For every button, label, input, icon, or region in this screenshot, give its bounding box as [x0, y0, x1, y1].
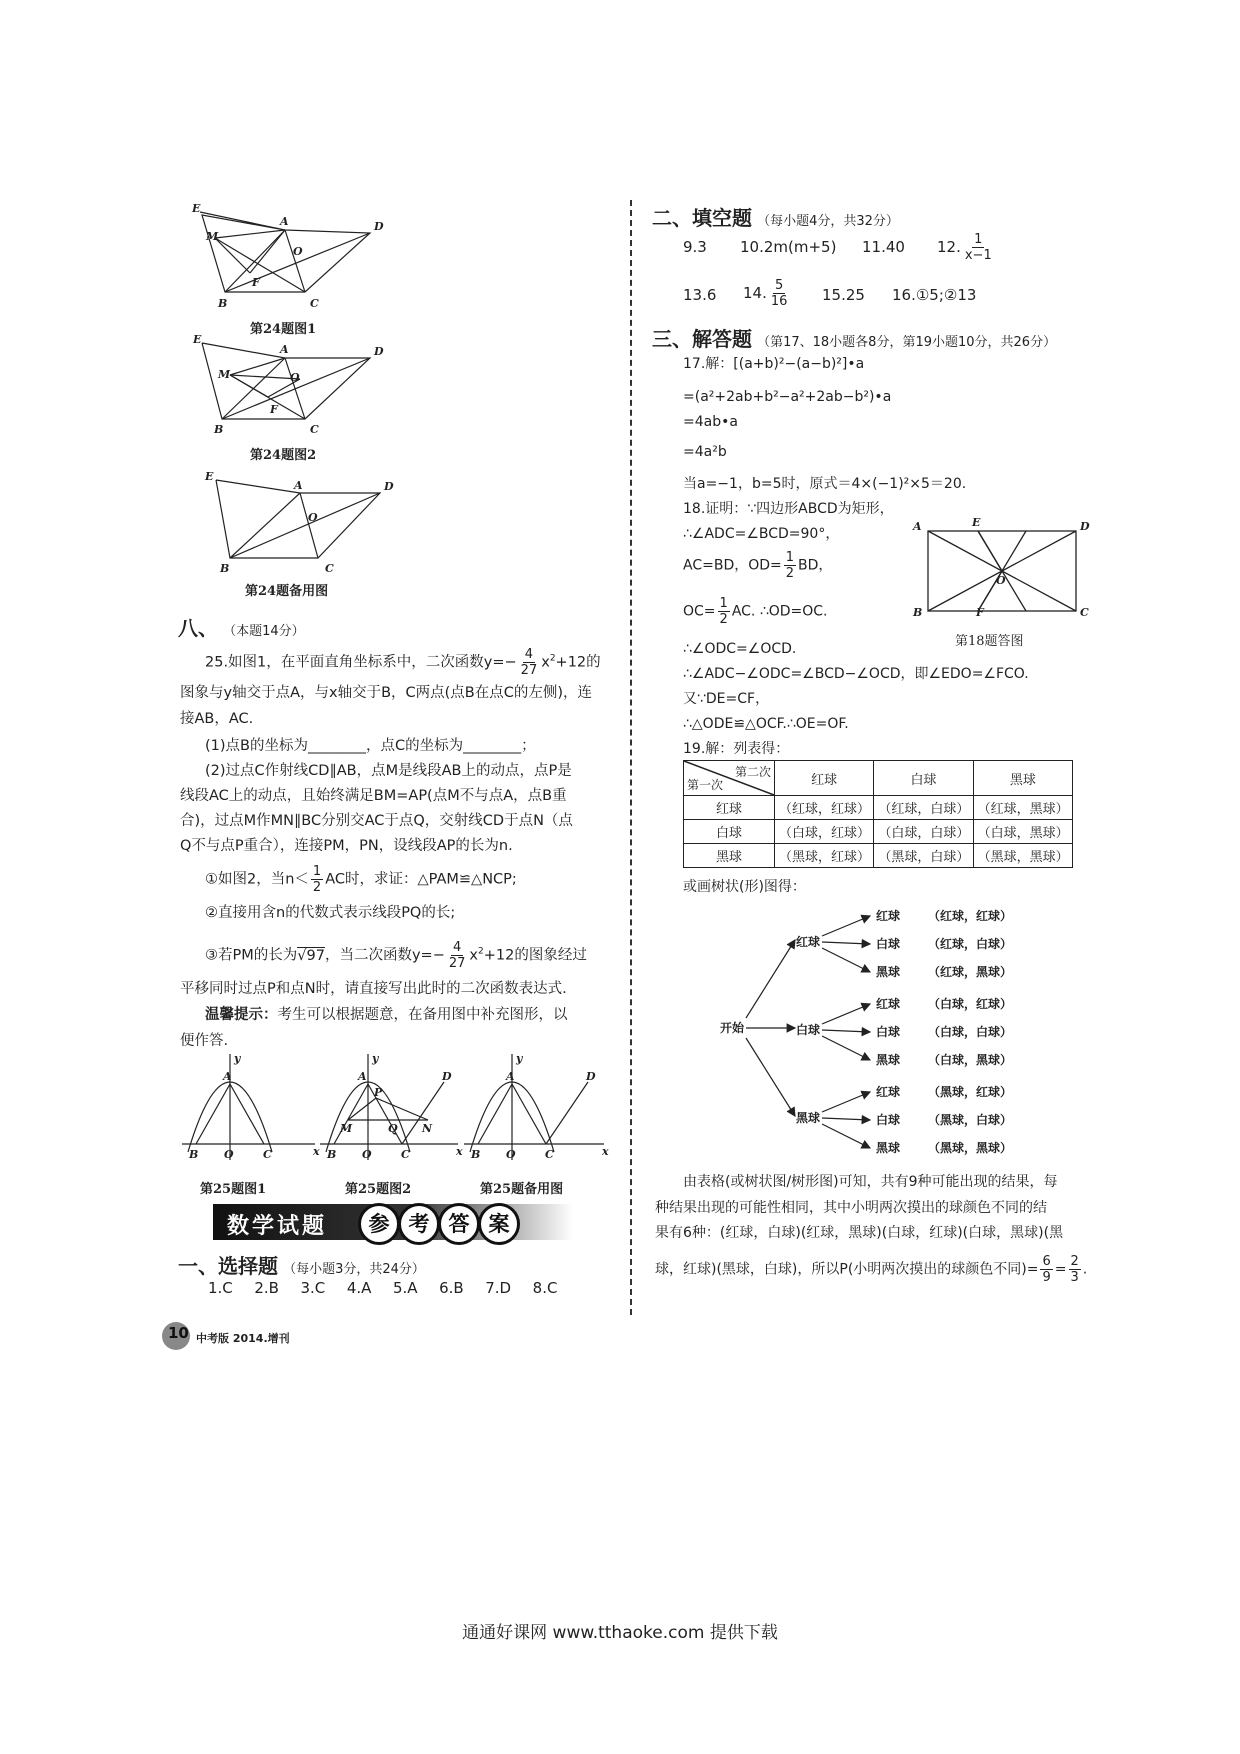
svg-text:B: B [218, 297, 228, 310]
svg-text:O: O [224, 1148, 234, 1161]
svg-text:B: B [913, 606, 923, 619]
table-col-header: 白球 [874, 761, 973, 796]
fig24-2-caption: 第24题图2 [250, 448, 317, 463]
svg-text:M: M [218, 368, 231, 381]
sol18-line2: ∴∠ADC=∠BCD=90°， [683, 526, 840, 542]
sol18-line8: ∴△ODE≌△OCF.∴OE=OF. [683, 716, 849, 732]
svg-text:x: x [456, 1145, 463, 1158]
tree-result: （黑球，黑球） [928, 1141, 1013, 1155]
fill-12: 12. $\frac{1}{x-1}$ [937, 232, 992, 263]
svg-text:C: C [310, 423, 319, 436]
q25-part2-line2: 线段AC上的动点，且始终满足BM=AP(点M不与点A，点B重 [180, 788, 567, 804]
choice-answers: 1.C 2.B 3.C 4.A 5.A 6.B 7.D 8.C [208, 1279, 558, 1297]
svg-text:P: P [374, 1086, 383, 1099]
banner-char-1: 参 [358, 1203, 400, 1245]
sol17-line5: 当a=−1，b=5时，原式＝4×(−1)²×5＝20. [683, 476, 967, 492]
svg-text:C: C [325, 562, 334, 575]
probability-tree [710, 898, 1030, 1158]
svg-text:C: C [545, 1148, 554, 1161]
sol17-line4: =4a²b [683, 444, 727, 460]
svg-text:M: M [340, 1122, 353, 1135]
tree-start: 开始 [720, 1021, 745, 1035]
table-col-header: 黑球 [973, 761, 1072, 796]
svg-text:E: E [205, 470, 214, 483]
svg-text:F: F [270, 403, 278, 416]
tree-level1: 红球 [796, 935, 821, 949]
section-2-title: 二、填空题 [652, 206, 752, 230]
svg-text:D: D [442, 1070, 452, 1083]
svg-text:B: B [327, 1148, 337, 1161]
conclusion-line3: 果有6种：(红球，白球)(红球，黑球)(白球，红球)(白球，黑球)(黑 [655, 1225, 1064, 1241]
svg-text:O: O [506, 1148, 516, 1161]
fig25-1-caption: 第25题图1 [200, 1182, 267, 1197]
svg-text:A: A [223, 1070, 232, 1083]
tree-result: （红球，黑球） [928, 965, 1013, 979]
tree-result: （红球，红球） [928, 909, 1013, 923]
figure-25-1 [180, 1052, 320, 1162]
svg-text:x: x [602, 1145, 609, 1158]
banner-char-2: 考 [398, 1203, 440, 1245]
q25-part2-line4: Q不与点P重合），连接PM，PN，设线段AP的长为n. [180, 838, 513, 854]
svg-text:B: B [471, 1148, 481, 1161]
tree-leaf: 红球 [876, 1085, 901, 1099]
svg-text:Q: Q [388, 1122, 398, 1135]
svg-text:y: y [234, 1052, 241, 1065]
sol19-line1: 19.解：列表得： [683, 741, 790, 757]
svg-text:C: C [310, 297, 319, 310]
svg-text:A: A [280, 215, 289, 228]
table-row: 黑球 （黑球，红球） （黑球，白球） （黑球，黑球） [684, 844, 1073, 868]
conclusion-line2: 种结果出现的可能性相同，其中小明两次摸出的球颜色不同的结 [655, 1200, 1047, 1216]
section-3-note: （第17、18小题各8分，第19小题10分，共26分） [757, 335, 1057, 350]
svg-text:A: A [294, 479, 303, 492]
conclusion-line1: 由表格(或树状图/树形图)可知，共有9种可能出现的结果，每 [683, 1174, 1058, 1190]
q25-part2-line1: (2)过点C作射线CD∥AB，点M是线段AB上的动点，点P是 [205, 763, 572, 779]
svg-text:D: D [374, 345, 384, 358]
fig25-spare-caption: 第25题备用图 [480, 1182, 564, 1197]
svg-text:F: F [976, 606, 984, 619]
table-row: 红球 （红球，红球） （红球，白球） （红球，黑球） [684, 796, 1073, 820]
q25-part2-line3: 合)，过点M作MN∥BC分别交AC于点Q，交射线CD于点N（点 [180, 813, 573, 829]
section-2-note: （每小题4分，共32分） [757, 214, 899, 229]
svg-text:N: N [422, 1122, 433, 1135]
svg-text:O: O [308, 511, 318, 524]
tree-leaf: 红球 [876, 909, 901, 923]
tree-leaf: 白球 [876, 1113, 901, 1127]
svg-text:B: B [220, 562, 230, 575]
tree-result: （黑球，红球） [928, 1085, 1013, 1099]
answer-key-banner [213, 1204, 573, 1240]
sol17-line2: =(a²+2ab+b²−a²+2ab−b²)•a [683, 389, 892, 405]
tree-result: （白球，白球） [928, 1025, 1013, 1039]
download-footer: 通通好课网 www.tthaoke.com 提供下载 [462, 1623, 778, 1643]
fill-10: 10.2m(m+5) [740, 238, 837, 256]
tree-leaf: 白球 [876, 937, 901, 951]
sol18-line1: 18.证明：∵四边形ABCD为矩形， [683, 501, 894, 517]
hint: 温馨提示：考生可以根据题意，在备用图中补充图形，以 [205, 1007, 568, 1023]
svg-text:D: D [374, 220, 384, 233]
figure-24-1 [190, 200, 390, 310]
table-header-second: 第二次 [734, 765, 771, 779]
sol18-line3: AC=BD，OD= $\frac{1}{2}$ BD， [683, 550, 833, 581]
table-row: 白球 （白球，红球） （白球，白球） （白球，黑球） [684, 820, 1073, 844]
svg-text:C: C [401, 1148, 410, 1161]
svg-text:O: O [362, 1148, 372, 1161]
outcome-table [683, 760, 1073, 868]
fill-11: 11.40 [862, 238, 905, 256]
svg-text:y: y [516, 1052, 523, 1065]
table-corner-cell [684, 761, 775, 796]
svg-text:O: O [996, 574, 1006, 587]
section-1-title: 一、选择题 [178, 1254, 278, 1278]
fig24-spare-caption: 第24题备用图 [245, 584, 329, 599]
q25-line2: 图象与y轴交于点A，与x轴交于B，C两点(点B在点C的左侧)，连 [180, 685, 593, 701]
tree-leaf: 黑球 [876, 1141, 901, 1155]
svg-text:O: O [290, 371, 300, 384]
tree-result: （白球，黑球） [928, 1053, 1013, 1067]
sol18-line4: OC= $\frac{1}{2}$ AC. ∴OD=OC. [683, 596, 828, 627]
sol17-line3: =4ab•a [683, 414, 738, 430]
svg-text:E: E [972, 516, 981, 529]
fill-13: 13.6 [683, 286, 717, 304]
banner-char-3: 答 [438, 1203, 480, 1245]
q25-part1: (1)点B的坐标为________，点C的坐标为________； [205, 738, 536, 754]
svg-text:D: D [586, 1070, 596, 1083]
fill-16: 16.①5;②13 [892, 286, 977, 304]
sol18-line7: 又∵DE=CF， [683, 691, 770, 707]
svg-text:C: C [1080, 606, 1089, 619]
q25-part-ii: ②直接用含n的代数式表示线段PQ的长; [205, 905, 456, 921]
svg-text:M: M [206, 230, 219, 243]
svg-text:B: B [189, 1148, 199, 1161]
section-3-title: 三、解答题 [652, 327, 752, 351]
fig24-1-caption: 第24题图1 [250, 322, 317, 337]
tree-leaf: 红球 [876, 997, 901, 1011]
svg-text:E: E [193, 333, 202, 346]
svg-text:D: D [384, 480, 394, 493]
q25-intro: 25.如图1，在平面直角坐标系中，二次函数y=− $\frac{4}{27}$ $x^2+12$的 [205, 647, 601, 678]
tree-intro: 或画树状(形)图得： [683, 879, 806, 895]
hint-line2: 便作答. [180, 1033, 229, 1049]
q25-line3: 接AB，AC. [180, 711, 254, 727]
figure-24-spare [200, 470, 400, 580]
page-number: 10 [168, 1324, 189, 1342]
fill-15: 15.25 [822, 286, 865, 304]
svg-text:E: E [192, 202, 201, 215]
q25-part-iii-line2: 平移同时过点P和点N时，请直接写出此时的二次函数表达式. [180, 981, 567, 997]
tree-leaf: 白球 [876, 1025, 901, 1039]
figure-18 [908, 516, 1090, 619]
svg-text:A: A [913, 520, 922, 533]
banner-char-4: 案 [478, 1203, 520, 1245]
svg-text:A: A [506, 1070, 515, 1083]
tree-leaf: 黑球 [876, 1053, 901, 1067]
svg-text:C: C [263, 1148, 272, 1161]
section-1-note: （每小题3分，共24分） [283, 1262, 425, 1277]
table-header-first: 第一次 [687, 778, 724, 792]
tree-leaf: 黑球 [876, 965, 901, 979]
sol18-line6: ∴∠ADC−∠ODC=∠BCD−∠OCD，即∠EDO=∠FCO. [683, 666, 1029, 682]
svg-text:D: D [1080, 520, 1090, 533]
section-8-note: （本题14分） [223, 624, 305, 639]
fig25-2-caption: 第25题图2 [345, 1182, 412, 1197]
banner-title: 数学试题 [227, 1213, 328, 1239]
tree-result: （黑球，白球） [928, 1113, 1013, 1127]
column-divider [630, 200, 632, 1315]
figure-24-2 [190, 333, 390, 436]
tree-level1: 白球 [796, 1023, 821, 1037]
figure-25-2 [318, 1052, 463, 1162]
fill-14: 14. $\frac{5}{16}$ [743, 278, 788, 309]
svg-text:A: A [358, 1070, 367, 1083]
fill-9: 9.3 [683, 238, 707, 256]
conclusion-line4: 球，红球)(黑球，白球)，所以P(小明两次摸出的球颜色不同)= $\frac{6}{9}$ = $\frac{2}{3}$ . [655, 1254, 1088, 1285]
fig18-caption: 第18题答图 [955, 634, 1024, 649]
svg-text:x: x [313, 1145, 320, 1158]
section-8-title: 八、 [178, 616, 218, 640]
sol18-line5: ∴∠ODC=∠OCD. [683, 641, 797, 657]
svg-text:A: A [280, 343, 289, 356]
tree-result: （白球，红球） [928, 997, 1013, 1011]
svg-text:B: B [214, 423, 224, 436]
sol17-line1: 17.解：[(a+b)²−(a−b)²]•a [683, 356, 865, 372]
page-footer-label: 中考版 2014.增刊 [196, 1332, 290, 1345]
svg-text:O: O [293, 245, 303, 258]
q25-part-iii: ③若PM的长为√97，当二次函数y=− $\frac{4}{27}$ $x^2+12$的图象经过 [205, 940, 587, 971]
tree-result: （红球，白球） [928, 937, 1013, 951]
figure-25-spare [462, 1052, 612, 1162]
q25-part-i: ①如图2，当n＜ $\frac{1}{2}$ AC时，求证：△PAM≌△NCP; [205, 864, 517, 895]
table-col-header: 红球 [775, 761, 874, 796]
svg-text:F: F [252, 276, 260, 289]
tree-level1: 黑球 [796, 1111, 821, 1125]
svg-text:y: y [372, 1052, 379, 1065]
